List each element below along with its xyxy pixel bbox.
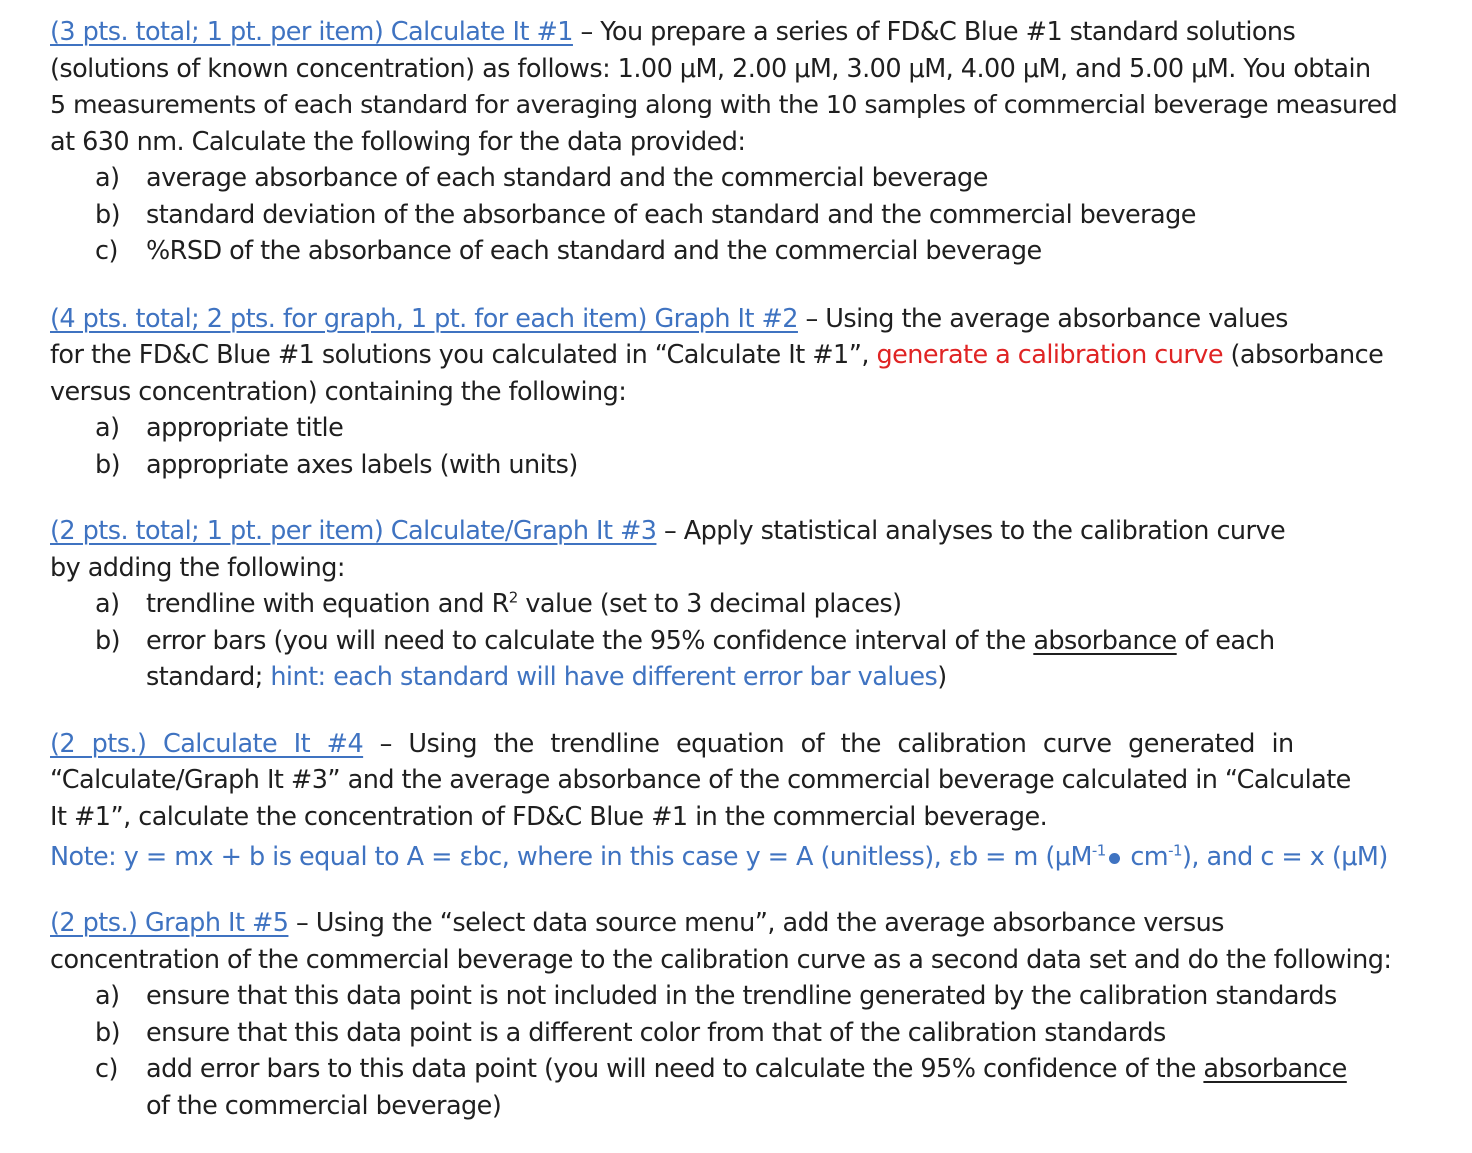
list-item-text: standard; — [146, 662, 271, 692]
list-item — [50, 586, 1402, 623]
section-4-line-1 — [50, 726, 1402, 763]
list-item — [50, 1015, 1402, 1052]
list-item-text: appropriate title — [146, 413, 344, 443]
hint-text: hint: each standard will have different error bar values — [270, 662, 938, 692]
list-item-text: average absorbance of each standard and the commercial beverage — [146, 163, 988, 193]
list-item — [50, 978, 1402, 1015]
bullet-dot-icon — [1109, 853, 1120, 864]
section-2-intro: – Using the average absorbance values — [797, 303, 1288, 334]
list-marker: b) — [95, 199, 121, 230]
section-4-heading-link[interactable]: (2 pts.) Calculate It #4 — [50, 728, 364, 759]
section-calculate-graph-it-3 — [50, 513, 1402, 696]
note-text: ), and c = x (μM) — [1181, 842, 1388, 872]
section-3-intro: – Apply statistical analyses to the calibration curve — [656, 516, 1286, 546]
underlined-word: absorbance — [1033, 625, 1177, 656]
calibration-curve-highlight: generate a calibration curve — [876, 340, 1223, 370]
list-item-text: error bars (you will need to calculate the 95% confidence interval of the — [146, 625, 1034, 656]
list-item-text: appropriate axes labels (with units) — [146, 449, 578, 480]
list-item — [50, 410, 1402, 447]
note-equation — [50, 835, 1402, 879]
section-calculate-it-4 — [50, 726, 1402, 880]
section-2-line-2 — [50, 337, 1402, 374]
list-item-continuation: of the commercial beverage) — [146, 1090, 502, 1121]
document-page — [50, 14, 1402, 1124]
section-3-line-2: by adding the following: — [50, 552, 345, 583]
list-item-text: of each — [1176, 625, 1275, 656]
section-1-line-2: (solutions of known concentration) as follows: 1.00 μM, 2.00 μM, 3.00 μM, 4.00 μM, and 5.00 μM. You obtain — [50, 53, 1371, 84]
section-calculate-it-1 — [50, 14, 1402, 270]
section-4-line-2: “Calculate/Graph It #3” and the average absorbance of the commercial beverage calculated in “Calculate — [50, 765, 1351, 795]
list-item-text: ensure that this data point is a different color from that of the calibration standards — [146, 1017, 1166, 1048]
section-5-intro: – Using the “select data source menu”, add the average absorbance versus — [288, 908, 1224, 938]
superscript: -1 — [1091, 841, 1106, 860]
section-1-line-4: at 630 nm. Calculate the following for the data provided: — [50, 126, 746, 157]
list-item — [50, 623, 1402, 660]
section-graph-it-2 — [50, 301, 1402, 484]
list-item — [50, 160, 1402, 197]
section-1-intro: – You prepare a series of FD&C Blue #1 standard solutions — [572, 17, 1296, 47]
list-marker: c) — [95, 236, 118, 266]
superscript: 2 — [508, 588, 518, 607]
section-5-line-1 — [50, 905, 1402, 942]
list-marker: a) — [95, 163, 120, 193]
section-3-heading-link[interactable]: (2 pts. total; 1 pt. per item) Calculate/Graph It #3 — [50, 516, 657, 546]
list-marker: b) — [95, 1017, 121, 1048]
list-marker: b) — [95, 625, 121, 656]
section-graph-it-5 — [50, 905, 1402, 1124]
list-item-text: value (set to 3 decimal places) — [517, 589, 902, 619]
list-item — [50, 1051, 1402, 1088]
list-marker: a) — [95, 981, 120, 1011]
list-item — [50, 197, 1402, 234]
list-marker: a) — [95, 413, 120, 443]
list-item-text: ) — [937, 662, 947, 692]
underlined-word: absorbance — [1203, 1054, 1347, 1084]
section-2-text: (absorbance — [1222, 340, 1384, 370]
section-5-line-2: concentration of the commercial beverage to the calibration curve as a second data set and do the following: — [50, 944, 1392, 975]
list-item-continuation — [50, 659, 1402, 696]
section-1-line-3: 5 measurements of each standard for averaging along with the 10 samples of commercial beverage measured — [50, 90, 1398, 119]
list-marker: c) — [95, 1054, 118, 1084]
section-1-line-1 — [50, 14, 1402, 51]
list-item-text: ensure that this data point is not included in the trendline generated by the calibration standards — [146, 981, 1337, 1011]
list-item — [50, 447, 1402, 484]
section-1-heading-link[interactable]: (3 pts. total; 1 pt. per item) Calculate It #1 — [50, 17, 573, 47]
section-4-line-3: It #1”, calculate the concentration of FD&C Blue #1 in the commercial beverage. — [50, 801, 1048, 832]
note-text: cm — [1122, 842, 1169, 872]
list-item-text: standard deviation of the absorbance of each standard and the commercial beverage — [146, 199, 1196, 230]
section-2-line-1 — [50, 301, 1402, 338]
note-text: Note: y = mx + b is equal to A = εbc, where in this case y = A (unitless), εb = m (μM — [50, 842, 1092, 872]
list-marker: a) — [95, 589, 120, 619]
superscript: -1 — [1168, 841, 1182, 860]
list-marker: b) — [95, 449, 121, 480]
list-item-text: trendline with equation and R — [146, 589, 509, 619]
list-item — [50, 233, 1402, 270]
section-5-heading-link[interactable]: (2 pts.) Graph It #5 — [50, 908, 289, 938]
section-4-intro: – Using the trendline equation of the calibration curve generated in — [363, 728, 1294, 759]
section-2-line-3: versus concentration) containing the following: — [50, 376, 627, 407]
list-item-text: %RSD of the absorbance of each standard and the commercial beverage — [146, 236, 1042, 266]
section-2-heading-link[interactable]: (4 pts. total; 2 pts. for graph, 1 pt. for each item) Graph It #2 — [50, 303, 798, 334]
list-item-text: add error bars to this data point (you will need to calculate the 95% confidence of the — [146, 1054, 1204, 1084]
section-2-text: for the FD&C Blue #1 solutions you calculated in “Calculate It #1”, — [50, 340, 877, 370]
section-3-line-1 — [50, 513, 1402, 550]
